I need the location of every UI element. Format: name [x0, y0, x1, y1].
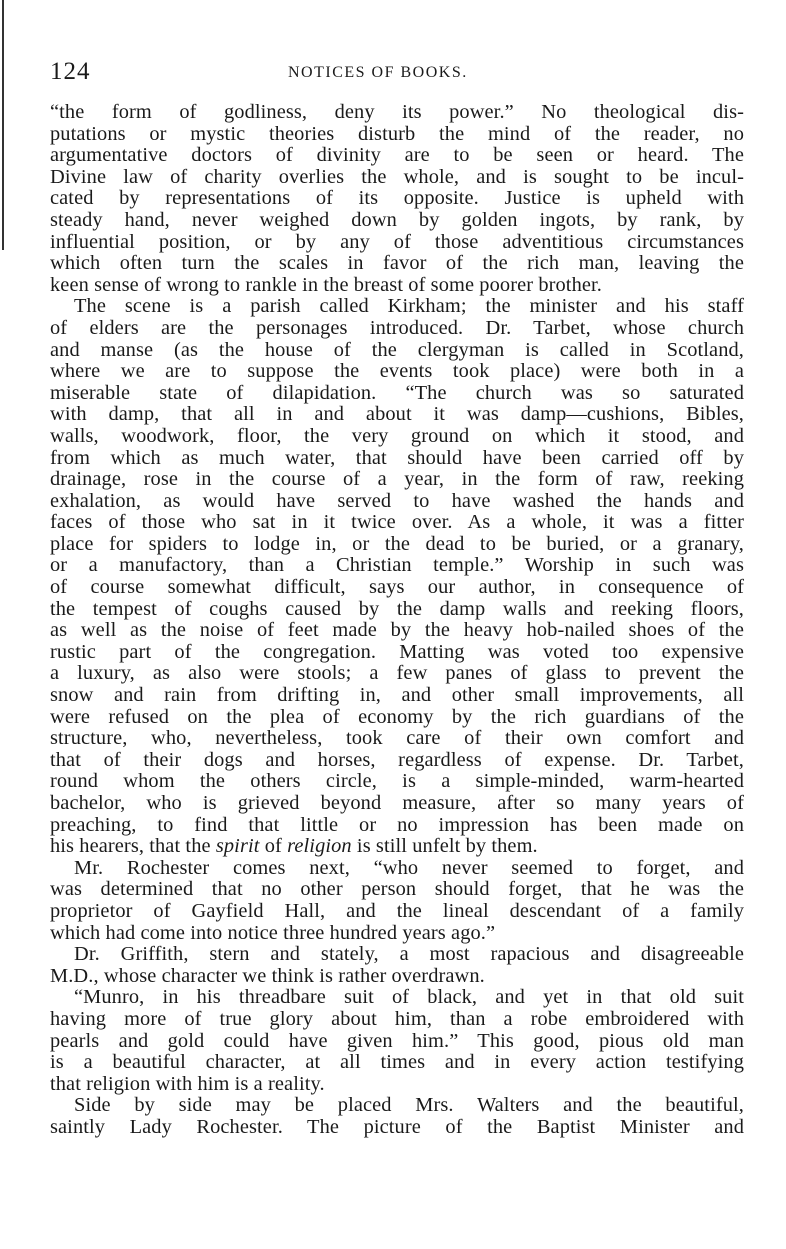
- text-line: from which as much water, that should have been carried off by: [50, 446, 744, 469]
- text-line: that of their dogs and horses, regardless of expense. Dr. Tarbet,: [50, 748, 744, 771]
- text-line: faces of those who sat in it twice over. As a whole, it was a fitter: [50, 511, 744, 534]
- text-line: which often turn the scales in favor of the rich man, leaving the: [50, 252, 744, 275]
- running-title: NOTICES OF BOOKS.: [288, 64, 468, 81]
- paragraph: [50, 858, 744, 944]
- text-line: steady hand, never weighed down by golden ingots, by rank, by: [50, 208, 744, 231]
- text-line: miserable state of dilapidation. “The church was so saturated: [50, 381, 744, 404]
- text-span: of: [259, 835, 288, 858]
- text-line: which had come into notice three hundred years ago.”: [50, 921, 496, 944]
- text-line: Divine law of charity overlies the whole, and is sought to be incul-: [50, 165, 744, 188]
- page-edge-rule: [2, 0, 4, 250]
- paragraph: [50, 296, 744, 857]
- text-line: were refused on the plea of economy by the rich guardians of the: [50, 705, 744, 728]
- text-line: bachelor, who is grieved beyond measure, after so many years of: [50, 792, 744, 814]
- text-line: that religion with him is a reality.: [50, 1072, 325, 1095]
- text-line: pearls and gold could have given him.” This good, pious old man: [50, 1029, 744, 1052]
- italic-text: spirit: [215, 835, 260, 858]
- text-line: the tempest of coughs caused by the damp walls and reeking floors,: [50, 597, 744, 620]
- text-line: M.D., whose character we think is rather overdrawn.: [50, 964, 485, 987]
- text-line: walls, woodwork, floor, the very ground on which it stood, and: [50, 424, 744, 447]
- text-line: of elders are the personages introduced. Dr. Tarbet, whose church: [50, 316, 744, 339]
- text-line: influential position, or by any of those adventitious circumstances: [50, 230, 744, 253]
- text-line-italic: [50, 836, 744, 858]
- text-line: is a beautiful character, at all times and in every action testifying: [50, 1051, 744, 1074]
- text-line: or a manufactory, than a Christian temple.” Worship in such was: [50, 554, 744, 577]
- text-line: proprietor of Gayfield Hall, and the lineal descendant of a family: [50, 899, 744, 922]
- text-line: saintly Lady Rochester. The picture of the Baptist Minister and: [50, 1115, 744, 1138]
- text-line: where we are to suppose the events took place) were both in a: [50, 360, 744, 383]
- text-line: keen sense of wrong to rankle in the breast of some poorer brother.: [50, 273, 602, 296]
- text-line: The scene is a parish called Kirkham; the minister and his staff: [74, 295, 744, 318]
- text-line: exhalation, as would have served to have washed the hands and: [50, 489, 744, 512]
- text-line: snow and rain from drifting in, and other small improvements, all: [50, 684, 744, 707]
- paragraph: [50, 102, 744, 296]
- text-line: argumentative doctors of divinity are to be seen or heard. The: [50, 144, 744, 167]
- paragraph: [50, 987, 744, 1095]
- text-line: rustic part of the congregation. Matting was voted too expensive: [50, 640, 744, 663]
- text-line: cated by representations of its opposite. Justice is upheld with: [50, 187, 744, 210]
- page-number: 124: [50, 58, 91, 85]
- text-line: Mr. Rochester comes next, “who never seemed to forget, and: [74, 856, 744, 879]
- text-line: having more of true glory about him, than a robe embroidered with: [50, 1007, 744, 1030]
- italic-text: religion: [287, 835, 352, 858]
- text-line: round whom the others circle, is a simple-minded, warm-hearted: [50, 770, 744, 793]
- text-line: drainage, rose in the course of a year, in the form of raw, reeking: [50, 468, 744, 491]
- paragraph: [50, 1095, 744, 1138]
- text-span: is still unfelt by them.: [351, 835, 538, 858]
- body-text: [50, 102, 744, 1139]
- text-line: putations or mystic theories disturb the mind of the reader, no: [50, 122, 744, 145]
- text-line: with damp, that all in and about it was damp—cushions, Bibles,: [50, 403, 744, 426]
- text-line: “Munro, in his threadbare suit of black, and yet in that old suit: [74, 986, 744, 1009]
- text-line: structure, who, nevertheless, took care of their own comfort and: [50, 727, 744, 750]
- text-line: as well as the noise of feet made by the heavy hob-nailed shoes of the: [50, 619, 744, 642]
- text-line: place for spiders to lodge in, or the dead to be buried, or a granary,: [50, 532, 744, 555]
- text-line: was determined that no other person should forget, that he was the: [50, 878, 744, 901]
- text-line: a luxury, as also were stools; a few panes of glass to prevent the: [50, 662, 744, 685]
- text-line: and manse (as the house of the clergyman is called in Scotland,: [50, 338, 744, 361]
- text-span: his hearers, that the: [50, 835, 216, 858]
- text-line: preaching, to find that little or no impression has been made on: [50, 813, 744, 836]
- paragraph: [50, 944, 744, 987]
- text-line: “the form of godliness, deny its power.” No theological dis-: [50, 101, 744, 123]
- text-line: Dr. Griffith, stern and stately, a most rapacious and disagreeable: [74, 943, 744, 966]
- text-line: of course somewhat difficult, says our author, in consequence of: [50, 576, 744, 599]
- page-header: [50, 58, 744, 92]
- text-line: Side by side may be placed Mrs. Walters and the beautiful,: [74, 1094, 744, 1117]
